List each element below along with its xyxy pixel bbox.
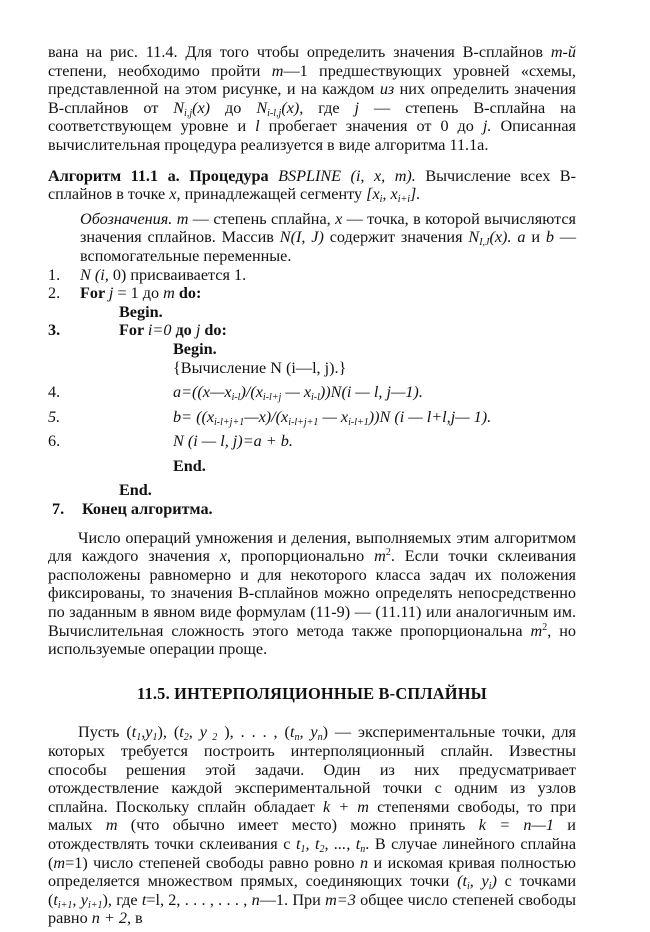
begin-outer: Begin. [119, 302, 163, 321]
end-inner: End. [173, 456, 206, 475]
algorithm-step-3: 3. For i=0 до j do: [48, 321, 227, 340]
algorithm-step-5: 5. $b= ((x_{i-l+j+1}—x)/(x_{i-l+j+1}$ — $x_{i-l+1}))N$ (i — l+l,j— 1). [48, 407, 492, 428]
algorithm-step-6: 6. N (i — l, j)=a + b. [48, 432, 293, 451]
algorithm-step-4: 4. $a=((x—x_{i-l})/(x_{i-l+j}$ — $x_{i-l}))N(i$ — l, j—1). [48, 383, 423, 404]
algorithm-step-7: 7. Конец алгоритма. [52, 500, 213, 519]
segment: [$x_i$, $x_{i+i}$]. [366, 185, 421, 206]
begin-inner: Begin. [173, 339, 217, 358]
page [48, 43, 576, 928]
notation-paragraph: Обозначения. m — степень сплайна, x — точка, в которой вычисляются значения сплайнов. Массив N(I, J) содержит значения $N_{I,J}(x)$. a и b — вспомогательные переменные. [80, 209, 577, 265]
interpolation-paragraph: Пусть $(t_1,y_1)$, ($t_2$, y $_2$ ), . . . , ($t_n$, $y_n$) — экспериментальные точки, для которых требуется построить интерполяционный сплайн. Известны способы решения этой задачи. Один из них предусматривает отождествление каждой экспериментальной точки с одним из узлов сплайна. Поскольку сплайн обладает k + m степенями свободы, то при малых m (что обычно имеет место) можно принять k = n—1 и отождествлять точки склеивания с $t_1$, $t_2$, ..., $t_n$. В случае линейного сплайна (m=1) число степеней свободы равно ровно n и искомая кривая полностью определяется множеством прямых, соединяющих точки ($t_i$, $y_i$) с точками ($t_{i+1}$, $y_{i+1}$), где t=l, 2, . . . , . . . , n—1. При m=3 общее число степеней свободы равно n + 2, в [48, 723, 577, 928]
intro-paragraph: вана на рис. 11.4. Для того чтобы определить значения B-сплайнов m-й степени, необходимо пройти m—1 предшествующих уровней «схемы, представленной на этом рисунке, и на каждом из них определить значения B-сплайнов от $N_{i,j}(x)$ до $N_{i-l,j}(x)$, где j — степень B-сплайна на соответствующем уровне и l пробегает значения от 0 до j. Описанная вычислительная процедура реализуется в виде алгоритма 11.1а. [48, 43, 577, 154]
section-heading: 11.5. ИНТЕРПОЛЯЦИОННЫЕ B-СПЛАЙНЫ [137, 683, 487, 703]
algorithm-step-1: 1. N (i, 0) присваивается 1. [48, 265, 247, 284]
comment-line: {Вычисление N (i—l, j).} [173, 358, 347, 377]
complexity-paragraph: Число операций умножения и деления, выполняемых этим алгоритмом для каждого значения x, пропорционально $m^2$. Если точки склеивания расположены равномерно и для некоторого класса задач их положения фиксированы, то значения B-сплайнов можно определять непосредственно по заданным в явном виде формулам (11-9) — (11.11) или аналогичным им. Вычислительная сложность этого метода также пропорциональна $m^2$, но используемые операции проще. [48, 528, 576, 659]
end-outer: End. [119, 481, 152, 500]
algorithm-step-2: 2. For j = 1 до m do: [48, 284, 202, 303]
algorithm-heading: Алгоритм 11.1 а. Процедура BSPLINE (i, x, m). Вычисление всех B-сплайнов в точке x, принадлежащей сегменту [$x_i$, $x_{i+i}$]. [48, 166, 576, 206]
